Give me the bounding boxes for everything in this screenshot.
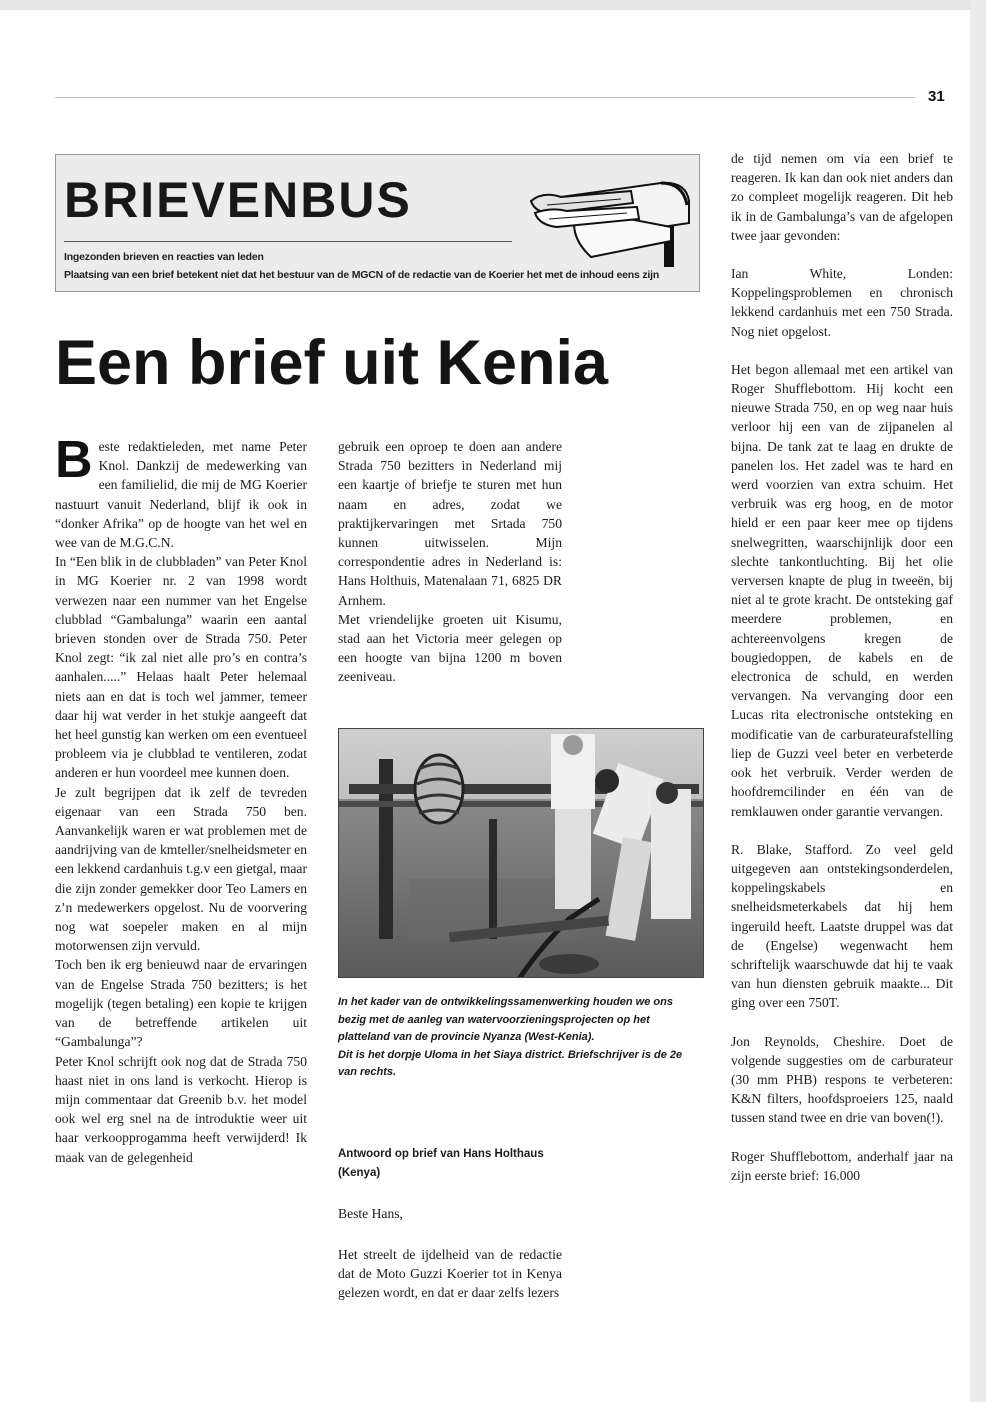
photo-image	[339, 729, 704, 978]
header-rule	[55, 97, 915, 98]
dropcap: B	[55, 431, 93, 489]
article-paragraph: Beste redaktieleden, met name Peter Knol. Dankzij de medewerking van een familielid, die mij de MG Koerier nastuurt vanuit Nederland, blijf ik ook in “donker Afrika” op de hoogte van het wel en wee van de M.G.C.N.	[55, 431, 307, 551]
banner-disclaimer: Plaatsing van een brief betekent niet dat het bestuur van de MGCN of de redactie van de Koerier het met de inhoud eens zijn	[64, 269, 660, 281]
right-paragraph: Het begon allemaal met een artikel van Roger Shufflebottom. Hij kocht een nieuwe Strada 750, en op weg naar huis verloor hij een van de zijpanelen al bijna. De tank zat te laag en drukte de panelen los. Het zadel was te hard en werd voorzien van extra schuim. Het verbruik was erg hoog, en de motor hield er een paar keer mee op tijdens snelwegritten, waarschijnlijk door een slechte tankontluchting. Bij het olie verversen knapte de plug in tweeën, bij niet al te grote kracht. De ontsteking gaf meerdere problemen, en achtereenvolgens kregen de bougiedoppen, de kabels en de electronica de schuld, en werden vervangen. Na vervanging door een Lucas rita electronische ontsteking en modificatie van de carburateurafstelling liep de Guzzi veel beter en verbeterde ook het verbruik. Verder werden de hoofdremcilinder en één van de remklauwen onder garantie vervangen.	[731, 361, 953, 819]
article-left-column	[55, 431, 307, 1167]
brievenbus-banner	[55, 154, 700, 292]
mailbox-icon	[521, 161, 696, 271]
article-paragraph: Je zult begrijpen dat ik zelf de tevreden eigenaar van een Strada 750 ben. Aanvankelijk waren er wat problemen met de aandrijving van de kmteller/snelheidsmeter en een lekkend cardanhuis t.g.v een gietgal, maar die zijn zonder gemekker door Teo Lamers en z’n medewerkers opgelost. Nu de voorvering nog wat soepeler maken en al mijn motorwensen zijn vervuld.	[55, 784, 307, 954]
reply-greeting: Beste Hans,	[338, 1206, 403, 1221]
article-paragraph: Toch ben ik erg benieuwd naar de ervaringen van de Engelse Strada 750 bezitters; is het mogelijk (tegen betaling) een kopie te krijgen van de betreffende artikelen uit “Gambalunga”?	[55, 957, 307, 1050]
photo-caption-line: In het kader van de ontwikkelingssamenwerking houden we ons bezig met de aanleg van watervoorzieningsprojecten op het platteland van de provincie Nyanza (West-Kenia).	[338, 996, 673, 1043]
reply-body: Het streelt de ijdelheid van de redactie dat de Moto Guzzi Koerier tot in Kenya gelezen wordt, en dat er daar zelfs lezers	[338, 1247, 562, 1301]
article-paragraph: gebruik een oproep te doen aan andere Strada 750 bezitters in Nederland mij een kaartje of briefje te sturen met hun naam en adres, zodat we praktijkervaringen met Srtada 750 kunnen uitwisselen. Mijn correspondentie adres in Nederland is: Hans Holthuis, Matenalaan 71, 6825 DR Arnhem.	[338, 439, 562, 608]
right-paragraph: de tijd nemen om via een brief te reageren. Ik kan dan ook niet anders dan zo compleet mogelijk reageren. Dit heb ik in de Gambalunga’s van de afgelopen twee jaar gevonden:	[731, 151, 953, 243]
article-paragraph: Peter Knol schrijft ook nog dat de Strada 750 haast niet in ons land is verkocht. Hierop is mijn commentaar dat Greenib b.v. het model ook wel erg snel na de introduktie weer uit haar verkoopprogamma heeft verwijderd! Ik maak van de gelegenheid	[55, 1053, 307, 1165]
photo-caption	[338, 994, 704, 1082]
scan-edge-top	[0, 0, 986, 10]
right-paragraph: Roger Shufflebottom, anderhalf jaar na zijn eerste brief: 16.000	[731, 1148, 953, 1183]
article-headline: Een brief uit Kenia	[55, 328, 609, 398]
right-paragraph: Ian White, Londen: Koppelingsproblemen en chronisch lekkend cardanhuis met een 750 Strada. Nog niet opgelost.	[731, 266, 953, 339]
photo-caption-line: Dit is het dorpje Uloma in het Siaya district. Briefschrijver is de 2e van rechts.	[338, 1048, 683, 1078]
page-number: 31	[928, 88, 945, 105]
scan-edge-right	[970, 0, 986, 1402]
article-paragraph: In “Een blik in de clubbladen” van Peter Knol in MG Koerier nr. 2 van 1998 wordt verwezen naar een nummer van het Engelse clubblad “Gambalunga” waarin een aantal brieven stonden over de Strada 750. Peter Knol zegt: “ik zal niet alle pro’s en contra’s aanhalen.....” Helaas haalt Peter helemaal niets aan en dat is toch wel jammer, temeer daar hij wat verder in het stukje aangeeft dat het heel gunstig kan werken om een eventueel probleem via je clubblad te ventileren, zodat anderen er hun voordeel mee kunnen doen.	[55, 554, 307, 781]
banner-rule	[64, 241, 512, 242]
banner-subtitle: Ingezonden brieven en reacties van leden	[64, 251, 264, 263]
article-right-column	[731, 149, 953, 1204]
article-middle-column	[338, 437, 562, 687]
reply-heading: Antwoord op brief van Hans Holthaus (Kenya)	[338, 1148, 544, 1179]
photo-uloma-village	[338, 728, 704, 978]
banner-title: BRIEVENBUS	[64, 172, 412, 228]
right-paragraph: R. Blake, Stafford. Zo veel geld uitgegeven aan ontstekingsonderdelen, koppelingskabels en snelheidsmeterkabels dat hij hem ingeruild heeft. Laatste druppel was dat de (Engelse) wegenwacht hem schriftelijk waarschuwde dat hij te vaak van hun diensten gebruik maakte... Dit ging over een 750T.	[731, 841, 953, 1011]
article-paragraph: Met vriendelijke groeten uit Kisumu, stad aan het Victoria meer gelegen op een hoogte van bijna 1200 m boven zeeniveau.	[338, 611, 562, 685]
right-paragraph: Jon Reynolds, Cheshire. Doet de volgende suggesties om de carburateur (30 mm PHB) respons te verbeteren: K&N filters, hoofdsproeiers 125, naald tussen stand twee en drie van boven(!).	[731, 1033, 953, 1126]
